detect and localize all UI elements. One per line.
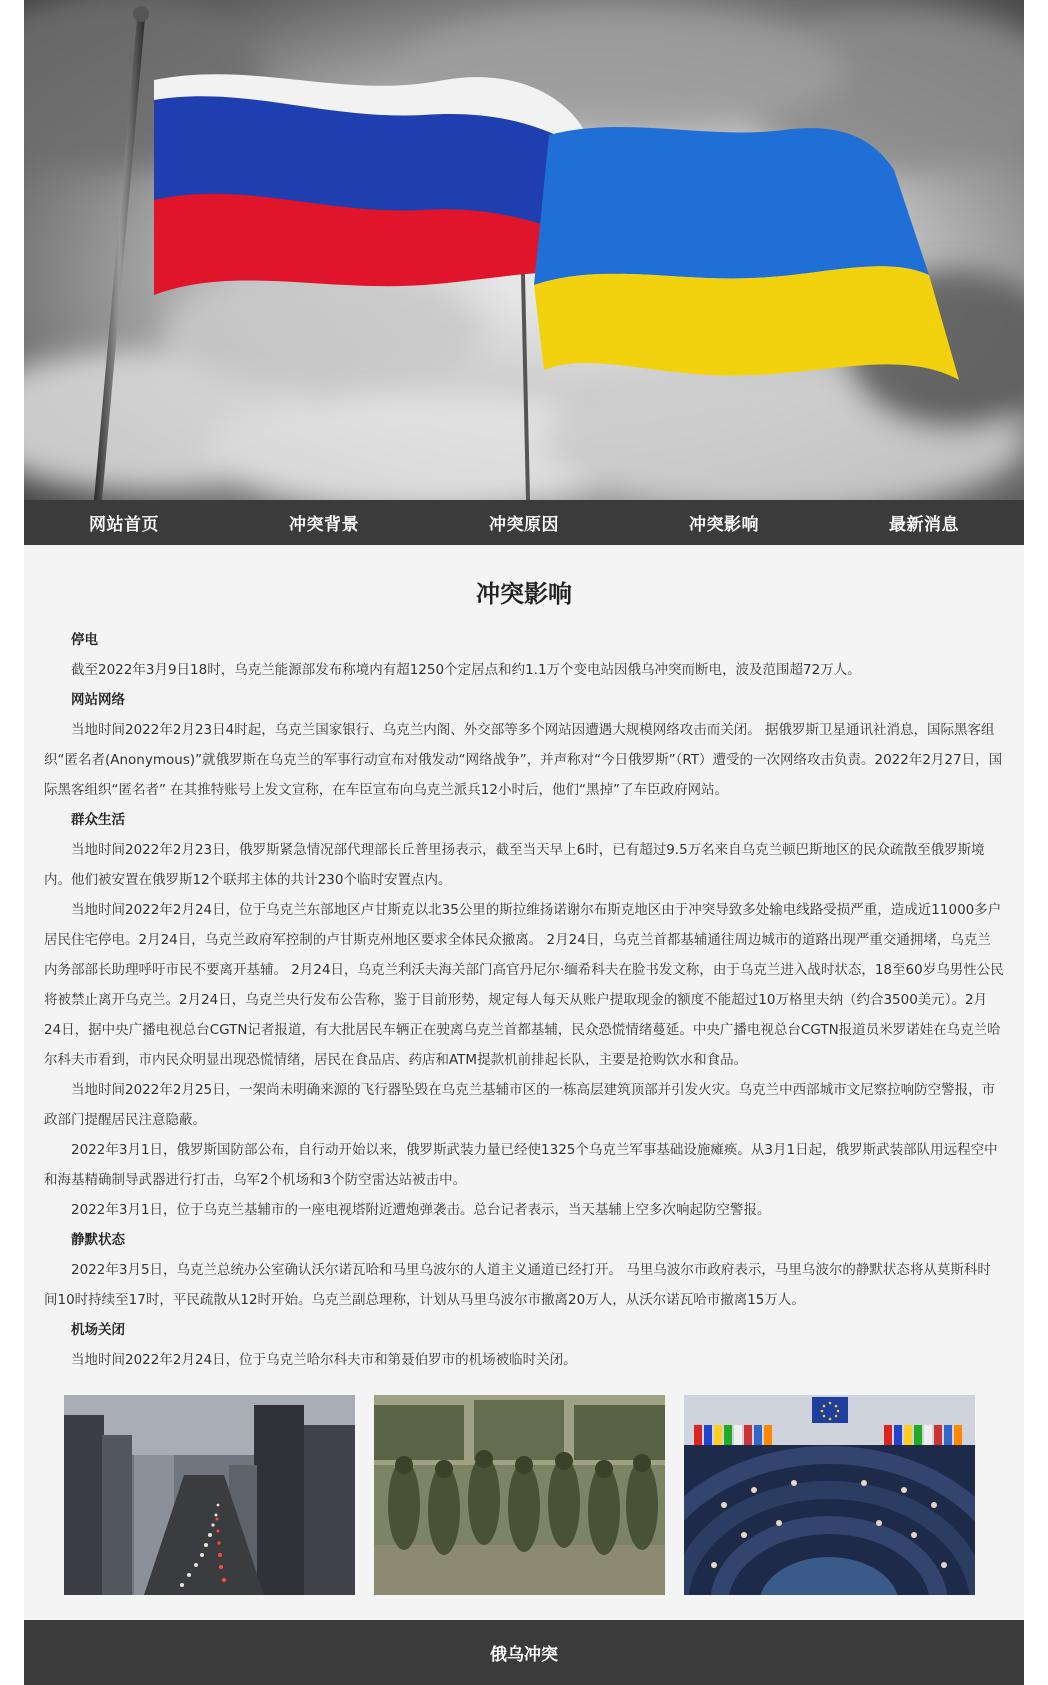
nav-item-background[interactable]: 冲突背景 — [289, 515, 359, 535]
section-heading-airport: 机场关闭 — [71, 1322, 125, 1338]
hero-flags-image — [24, 0, 1024, 500]
paragraph-life-4: 2022年3月1日，俄罗斯国防部公布，自行动开始以来，俄罗斯武装力量已经使1325个乌克兰军事基础设施瘫痪。从3月1日起，俄罗斯武装部队用远程空中和海基精确制导武器进行打击，乌军2个机场和3个防空雷达站被击中。 — [44, 1142, 998, 1188]
nav-item-news[interactable]: 最新消息 — [889, 515, 959, 535]
paragraph-life-1: 当地时间2022年2月23日，俄罗斯紧急情况部代理部长丘普里扬表示，截至当天早上6时，已有超过9.5万名来自乌克兰顿巴斯地区的民众疏散至俄罗斯境内。他们被安置在俄罗斯12个联邦主体的共计230个临时安置点内。 — [44, 842, 985, 888]
paragraph-network: 当地时间2022年2月23日4时起，乌克兰国家银行、乌克兰内阁、外交部等多个网站因遭遇大规模网络攻击而关闭。 据俄罗斯卫星通讯社消息，国际黑客组织“匿名者(Anonymous)”就俄罗斯在乌克兰的军事行动宣布对俄发动“网络战争”，并声称对“今日俄罗斯”（RT）遭受的一次网络攻击负责。2022年2月27日，国际黑客组织“匿名者” 在其推特账号上发文宣称，在车臣宣布向乌克兰派兵12小时后，他们“黑掉”了车臣政府网站。 — [44, 722, 1003, 798]
section-heading-life: 群众生活 — [71, 812, 125, 828]
nav-item-impact[interactable]: 冲突影响 — [624, 500, 824, 545]
section-heading-network: 网站网络 — [71, 692, 125, 708]
section-heading-power: 停电 — [71, 632, 98, 648]
paragraph-airport: 当地时间2022年2月24日，位于乌克兰哈尔科夫市和第聂伯罗市的机场被临时关闭。 — [71, 1352, 577, 1368]
footer-label: 俄乌冲突 — [490, 1645, 558, 1665]
paragraph-silence: 2022年3月5日，乌克兰总统办公室确认沃尔诺瓦哈和马里乌波尔的人道主义通道已经打开。 马里乌波尔市政府表示，马里乌波尔的静默状态将从莫斯科时间10时持续至17时，平民疏散从12时开始。乌克兰副总理称，计划从马里乌波尔市撤离20万人，从沃尔诺瓦哈市撤离15万人。 — [44, 1262, 991, 1308]
gallery-image-parliament — [684, 1395, 975, 1595]
page-container — [24, 0, 1024, 1685]
paragraph-life-5: 2022年3月1日，位于乌克兰基辅市的一座电视塔附近遭炮弹袭击。总台记者表示，当天基辅上空多次响起防空警报。 — [71, 1202, 771, 1218]
footer — [24, 1620, 1024, 1685]
paragraph-power: 截至2022年3月9日18时，乌克兰能源部发布称境内有超1250个定居点和约1.1万个变电站因俄乌冲突而断电，波及范围超72万人。 — [71, 662, 861, 678]
section-heading-silence: 静默状态 — [71, 1232, 125, 1248]
image-gallery — [64, 1395, 984, 1595]
main-nav — [24, 500, 1024, 545]
page-title: 冲突影响 — [476, 580, 572, 608]
gallery-image-traffic — [64, 1395, 355, 1595]
nav-item-causes[interactable]: 冲突原因 — [489, 515, 559, 535]
article-content — [44, 625, 1004, 1375]
hero-banner — [24, 0, 1024, 500]
paragraph-life-3: 当地时间2022年2月25日，一架尚未明确来源的飞行器坠毁在乌克兰基辅市区的一栋高层建筑顶部并引发火灾。乌克兰中西部城市文尼察拉响防空警报，市政部门提醒居民注意隐蔽。 — [44, 1082, 996, 1128]
nav-item-home[interactable]: 网站首页 — [89, 515, 159, 535]
gallery-image-soldiers — [374, 1395, 665, 1595]
paragraph-life-2: 当地时间2022年2月24日，位于乌克兰东部地区卢甘斯克以北35公里的斯拉维扬诺谢尔布斯克地区由于冲突导致多处输电线路受损严重，造成近11000多户居民住宅停电。2月24日，乌克兰政府军控制的卢甘斯克州地区要求全体民众撤离。 2月24日，乌克兰首都基辅通往周边城市的道路出现严重交通拥堵，乌克兰内务部部长助理呼吁市民不要离开基辅。 2月24日，乌克兰利沃夫海关部门高官丹尼尔·缅希科夫在脸书发文称，由于乌克兰进入战时状态，18至60岁乌男性公民将被禁止离开乌克兰。2月24日，乌克兰央行发布公告称，鉴于目前形势，规定每人每天从账户提取现金的额度不能超过10万格里夫纳（约合3500美元）。2月24日，据中央广播电视总台CGTN记者报道，有大批居民车辆正在驶离乌克兰首都基辅，民众恐慌情绪蔓延。中央广播电视总台CGTN报道员米罗诺娃在乌克兰哈尔科夫市看到，市内民众明显出现恐慌情绪，居民在食品店、药店和ATM提款机前排起长队，主要是抢购饮水和食品。 — [44, 902, 1004, 1068]
